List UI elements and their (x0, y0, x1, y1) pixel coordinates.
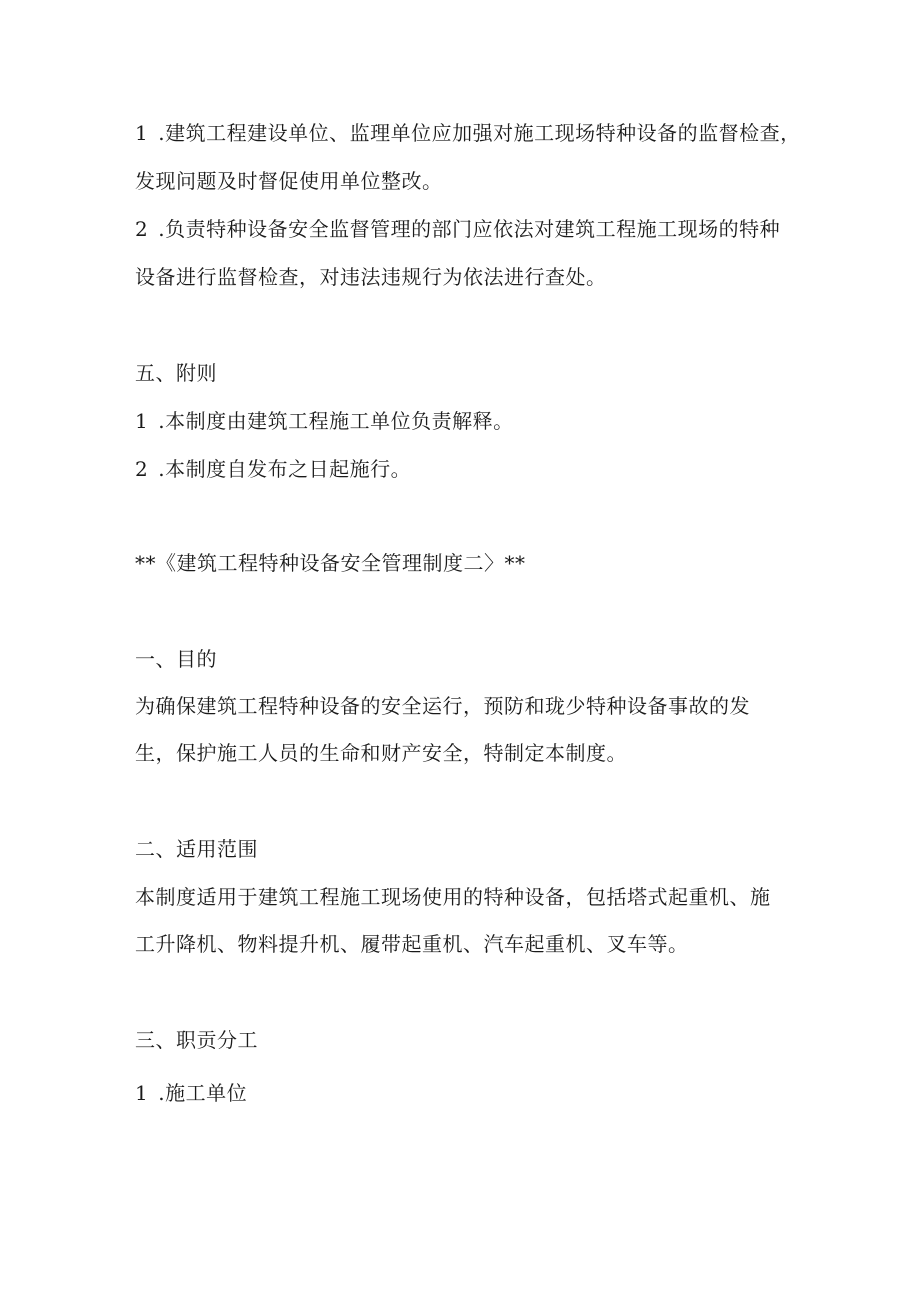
section5-item-1 (135, 409, 514, 433)
item-text: .负责特种设备安全监督管理的部门应依法对建筑工程施工现场的特种 (158, 217, 781, 241)
section4-item-2-line1 (135, 217, 780, 241)
section5-item-2 (135, 457, 411, 481)
item-number: 2 (135, 217, 149, 241)
scope-line2: 工升降机、物料提升机、履带起重机、汽车起重机、叉车等。 (135, 932, 689, 956)
purpose-line2: 生，保护施工人员的生命和财产安全，特制定本制度。 (135, 741, 627, 765)
scope-heading: 二、适用范围 (135, 837, 258, 861)
section4-item-1-line1 (135, 121, 801, 145)
duties-item-1 (135, 1081, 247, 1105)
scope-line1: 本制度适用于建筑工程施工现场使用的特种设备，包括塔式起重机、施 (135, 885, 771, 909)
item-text: .本制度由建筑工程施工单位负责解释。 (158, 409, 514, 433)
item-text: .建筑工程建设单位、监理单位应加强对施工现场特种设备的监督检查， (158, 121, 801, 145)
doc2-title: **《建筑工程特种设备安全管理制度二〉** (135, 551, 526, 575)
item-number: 1 (135, 409, 149, 433)
section5-heading: 五、附则 (135, 361, 217, 385)
purpose-line1: 为确保建筑工程特种设备的安全运行，预防和珑少特种设备事故的发 (135, 694, 750, 718)
purpose-heading: 一、目的 (135, 647, 217, 671)
section4-item-1-line2: 发现问题及时督促使用单位整改。 (135, 169, 443, 193)
item-number: 1 (135, 1081, 149, 1105)
item-text: .本制度自发布之日起施行。 (158, 457, 412, 481)
item-text: .施工单位 (158, 1081, 248, 1105)
item-number: 1 (135, 121, 149, 145)
item-number: 2 (135, 457, 149, 481)
duties-heading: 三、职贡分工 (135, 1028, 258, 1052)
section4-item-2-line2: 设备进行监督检查，对违法违规行为依法进行查处。 (135, 265, 607, 289)
